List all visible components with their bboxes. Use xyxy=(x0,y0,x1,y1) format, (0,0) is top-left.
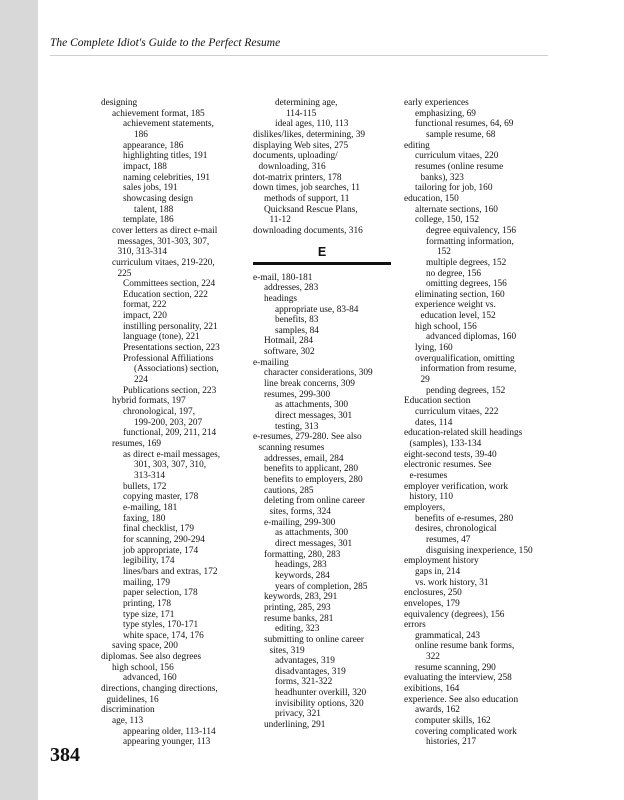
index-entry: impact, 188 xyxy=(123,161,167,172)
index-entry: 114-115 xyxy=(286,108,317,119)
index-entry: functional resumes, 64, 69 xyxy=(415,119,514,130)
index-entry: direct messages, 301 xyxy=(275,411,353,422)
index-entry: white space, 174, 176 xyxy=(123,630,204,641)
index-entry: resume banks, 281 xyxy=(264,613,334,624)
index-entry: Publications section, 223 xyxy=(123,385,217,396)
index-entry: methods of support, 11 xyxy=(264,193,350,204)
index-entry: testing, 313 xyxy=(275,421,319,432)
index-entry: type size, 171 xyxy=(123,609,175,620)
page-number: 384 xyxy=(50,744,80,766)
section-letter: E xyxy=(317,244,327,259)
index-entry: tailoring for job, 160 xyxy=(415,183,493,194)
index-entry: experience. See also education xyxy=(404,694,519,705)
index-entry: chronological, 197, xyxy=(123,407,196,418)
index-entry: printing, 178 xyxy=(123,598,172,609)
index-entry: downloading documents, 316 xyxy=(253,225,363,236)
index-column-1 xyxy=(101,98,246,748)
index-entry: software, 302 xyxy=(264,347,315,358)
index-column-2-e-entries xyxy=(253,273,395,731)
index-entry: e-resumes, 279-280. See also xyxy=(253,432,362,443)
index-entry: documents, uploading/ xyxy=(253,151,338,162)
index-entry: grammatical, 243 xyxy=(415,630,481,641)
index-entry: messages, 301-303, 307, xyxy=(117,236,210,247)
index-entry: as direct e-mail messages, xyxy=(123,449,221,460)
index-entry: headhunter overkill, 320 xyxy=(275,688,367,699)
index-entry: high school, 156 xyxy=(112,662,174,673)
index-entry: e-resumes xyxy=(409,470,448,481)
index-entry: ideal ages, 110, 113 xyxy=(275,119,349,130)
index-entry: banks), 323 xyxy=(420,172,464,183)
index-entry: alternate sections, 160 xyxy=(415,204,498,215)
index-entry: evaluating the interview, 258 xyxy=(404,673,512,684)
index-entry: job appropriate, 174 xyxy=(123,545,199,556)
index-entry: appearing older, 113-114 xyxy=(123,726,216,737)
index-entry: Quicksand Rescue Plans, xyxy=(264,204,358,215)
index-entry: resumes, 47 xyxy=(426,534,471,545)
index-entry: privacy, 321 xyxy=(275,709,321,720)
page-gutter xyxy=(0,0,38,800)
index-entry: advantages, 319 xyxy=(275,656,335,667)
index-entry: sample resume, 68 xyxy=(426,129,496,140)
index-entry: Professional Affiliations xyxy=(123,353,214,364)
index-entry: disadvantages, 319 xyxy=(275,666,346,677)
index-entry: headings, 283 xyxy=(275,560,327,571)
index-entry: invisibility options, 320 xyxy=(275,698,364,709)
index-entry: employers, xyxy=(404,502,446,513)
index-entry: copying master, 178 xyxy=(123,492,199,503)
index-entry: language (tone), 221 xyxy=(123,332,200,343)
index-entry: Committees section, 224 xyxy=(123,279,216,290)
index-entry: printing, 285, 293 xyxy=(264,602,331,613)
index-entry: addresses, email, 284 xyxy=(264,453,344,464)
running-head: The Complete Idiot's Guide to the Perfect Resume xyxy=(50,37,281,49)
index-entry: resumes, 169 xyxy=(112,439,162,449)
index-entry: vs. work history, 31 xyxy=(415,577,489,588)
index-entry: benefits, 83 xyxy=(275,315,319,326)
index-entry: education-related skill headings xyxy=(404,428,523,439)
index-entry: lines/bars and extras, 172 xyxy=(123,566,218,577)
index-entry: submitting to online career xyxy=(264,634,364,645)
index-entry: bullets, 172 xyxy=(123,481,167,492)
index-entry: showcasing design xyxy=(123,193,193,204)
index-entry: appropriate use, 83-84 xyxy=(275,304,359,315)
index-entry: e-mail, 180-181 xyxy=(253,272,313,283)
index-entry: 225 xyxy=(117,268,132,279)
index-entry: dates, 114 xyxy=(415,417,453,428)
index-entry: experience weight vs. xyxy=(415,300,496,311)
index-entry: e-mailing xyxy=(253,357,289,368)
index-entry: high school, 156 xyxy=(415,321,477,332)
index-entry: addresses, 283 xyxy=(264,283,319,294)
index-entry: advanced diplomas, 160 xyxy=(426,332,517,343)
index-entry: information from resume, xyxy=(420,364,517,375)
index-entry: electronic resumes. See xyxy=(404,460,492,471)
index-entry: Education section xyxy=(404,396,471,407)
index-entry: formatting, 280, 283 xyxy=(264,549,341,560)
index-entry: impact, 220 xyxy=(123,311,167,322)
index-entry: Presentations section, 223 xyxy=(123,343,220,354)
index-entry: errors xyxy=(404,620,426,631)
index-entry: achievement format, 185 xyxy=(112,108,205,119)
index-entry: age, 113 xyxy=(112,716,144,727)
index-entry: employer verification, work xyxy=(404,481,509,492)
index-entry: sites, forms, 324 xyxy=(269,506,331,517)
index-entry: computer skills, 162 xyxy=(415,716,491,727)
index-entry: envelopes, 179 xyxy=(404,598,460,609)
index-entry: lying, 160 xyxy=(415,343,453,354)
header-rule xyxy=(50,55,548,56)
index-entry: eliminating section, 160 xyxy=(415,289,505,300)
index-entry: education level, 152 xyxy=(420,311,496,322)
index-entry: 152 xyxy=(437,247,451,258)
index-entry: highlighting titles, 191 xyxy=(123,151,208,162)
index-entry: saving space, 200 xyxy=(112,641,178,652)
index-entry: 224 xyxy=(134,375,148,386)
index-entry: omitting degrees, 156 xyxy=(426,279,507,290)
index-entry: benefits to applicant, 280 xyxy=(264,464,358,475)
index-entry: education, 150 xyxy=(404,193,459,204)
index-entry: resumes, 299-300 xyxy=(264,389,331,400)
index-entry: scanning resumes xyxy=(258,443,325,454)
index-entry: 313-314 xyxy=(134,470,165,481)
index-entry: directions, changing directions, xyxy=(101,684,218,695)
index-entry: histories, 217 xyxy=(426,737,477,748)
index-entry: talent, 188 xyxy=(134,204,174,215)
index-entry: curriculum vitaes, 220 xyxy=(415,151,499,162)
index-entry: multiple degrees, 152 xyxy=(426,257,507,268)
index-entry: type styles, 170-171 xyxy=(123,620,199,631)
index-entry: (samples), 133-134 xyxy=(409,439,482,449)
index-entry: no degree, 156 xyxy=(426,268,481,279)
index-entry: cautions, 285 xyxy=(264,485,314,496)
index-entry: determining age, xyxy=(275,98,338,108)
index-entry: employment history xyxy=(404,556,479,567)
index-entry: deleting from online career xyxy=(264,496,365,507)
index-entry: overqualification, omitting xyxy=(415,353,515,364)
index-entry: appearance, 186 xyxy=(123,140,184,151)
index-entry: faxing, 180 xyxy=(123,513,166,524)
index-entry: years of completion, 285 xyxy=(275,581,368,592)
index-entry: as attachments, 300 xyxy=(275,400,349,411)
index-entry: for scanning, 290-294 xyxy=(123,534,205,545)
index-entry: early experiences xyxy=(404,98,469,108)
index-entry: naming celebrities, 191 xyxy=(123,172,211,183)
index-entry: college, 150, 152 xyxy=(415,215,480,226)
index-entry: as attachments, 300 xyxy=(275,528,349,539)
index-entry: 310, 313-314 xyxy=(117,247,168,258)
index-entry: guidelines, 16 xyxy=(106,694,159,705)
index-entry: underlining, 291 xyxy=(264,720,326,731)
index-entry: emphasizing, 69 xyxy=(415,108,476,119)
index-entry: direct messages, 301 xyxy=(275,538,353,549)
index-entry: dislikes/likes, determining, 39 xyxy=(253,129,366,140)
index-column-2 xyxy=(253,98,395,731)
index-entry: curriculum vitaes, 222 xyxy=(415,407,499,418)
index-entry: online resume bank forms, xyxy=(415,641,515,652)
index-entry: appearing younger, 113 xyxy=(123,737,211,748)
index-entry: template, 186 xyxy=(123,215,174,226)
index-entry: benefits of e-resumes, 280 xyxy=(415,513,514,524)
index-entry: advanced, 160 xyxy=(123,673,177,684)
index-entry: functional, 209, 211, 214 xyxy=(123,428,217,439)
index-entry: formatting information, xyxy=(426,236,514,247)
index-entry: covering complicated work xyxy=(415,726,517,737)
index-entry: awards, 162 xyxy=(415,705,460,716)
index-column-2-d-entries xyxy=(253,98,395,237)
index-entry: editing xyxy=(404,140,430,151)
index-column-3 xyxy=(404,98,554,748)
index-entry: e-mailing, 181 xyxy=(123,502,178,513)
index-entry: history, 110 xyxy=(409,492,453,503)
index-entry: line break concerns, 309 xyxy=(264,379,355,390)
index-entry: mailing, 179 xyxy=(123,577,170,588)
index-entry: (Associations) section, xyxy=(134,364,219,375)
index-entry: sales jobs, 191 xyxy=(123,183,178,194)
index-entry: desires, chronological xyxy=(415,524,497,535)
index-entry: 186 xyxy=(134,129,148,140)
index-entry: achievement statements, xyxy=(123,119,214,130)
index-entry: instilling personality, 221 xyxy=(123,321,218,332)
index-entry: 322 xyxy=(426,652,440,663)
index-entry: disguising inexperience, 150 xyxy=(426,545,533,556)
index-entry: editing, 323 xyxy=(275,624,320,635)
index-entry: down times, job searches, 11 xyxy=(253,183,361,194)
index-entry: benefits to employers, 280 xyxy=(264,475,363,485)
index-entry: sites, 319 xyxy=(269,645,305,656)
index-entry: final checklist, 179 xyxy=(123,524,194,535)
index-entry: eight-second tests, 39-40 xyxy=(404,449,497,460)
index-entry: samples, 84 xyxy=(275,325,319,336)
section-rule xyxy=(253,262,391,265)
index-entry: keywords, 283, 291 xyxy=(264,592,338,603)
index-entry: equivalency (degrees), 156 xyxy=(404,609,505,620)
index-entry: forms, 321-322 xyxy=(275,677,333,688)
index-entry: 301, 303, 307, 310, xyxy=(134,460,207,471)
index-entry: diplomas. See also degrees xyxy=(101,652,202,663)
index-entry: dot-matrix printers, 178 xyxy=(253,172,342,183)
index-entry: e-mailing, 299-300 xyxy=(264,517,336,528)
index-entry: paper selection, 178 xyxy=(123,588,198,599)
index-entry: Education section, 222 xyxy=(123,289,208,300)
index-entry: character considerations, 309 xyxy=(264,368,373,379)
index-entry: resume scanning, 290 xyxy=(415,662,496,673)
index-entry: discrimination xyxy=(101,705,155,716)
index-entry: designing xyxy=(101,98,138,108)
index-entry: downloading, 316 xyxy=(258,161,326,172)
index-entry: curriculum vitaes, 219-220, xyxy=(112,257,215,268)
index-entry: pending degrees, 152 xyxy=(426,385,506,396)
index-entry: Hotmail, 284 xyxy=(264,336,314,347)
index-entry: exibitions, 164 xyxy=(404,684,460,695)
index-entry: enclosures, 250 xyxy=(404,588,462,599)
index-entry: displaying Web sites, 275 xyxy=(253,140,349,151)
index-entry: legibility, 174 xyxy=(123,556,175,567)
index-entry: keywords, 284 xyxy=(275,570,330,581)
index-entry: 11-12 xyxy=(269,215,291,226)
index-entry: cover letters as direct e-mail xyxy=(112,225,218,236)
index-entry: headings xyxy=(264,293,298,304)
index-entry: 29 xyxy=(420,375,430,386)
index-entry: degree equivalency, 156 xyxy=(426,225,516,236)
index-entry: 199-200, 203, 207 xyxy=(134,417,203,428)
index-entry: hybrid formats, 197 xyxy=(112,396,186,407)
index-entry: gaps in, 214 xyxy=(415,566,461,577)
index-entry: resumes (online resume xyxy=(415,161,504,172)
index-entry: format, 222 xyxy=(123,300,167,311)
